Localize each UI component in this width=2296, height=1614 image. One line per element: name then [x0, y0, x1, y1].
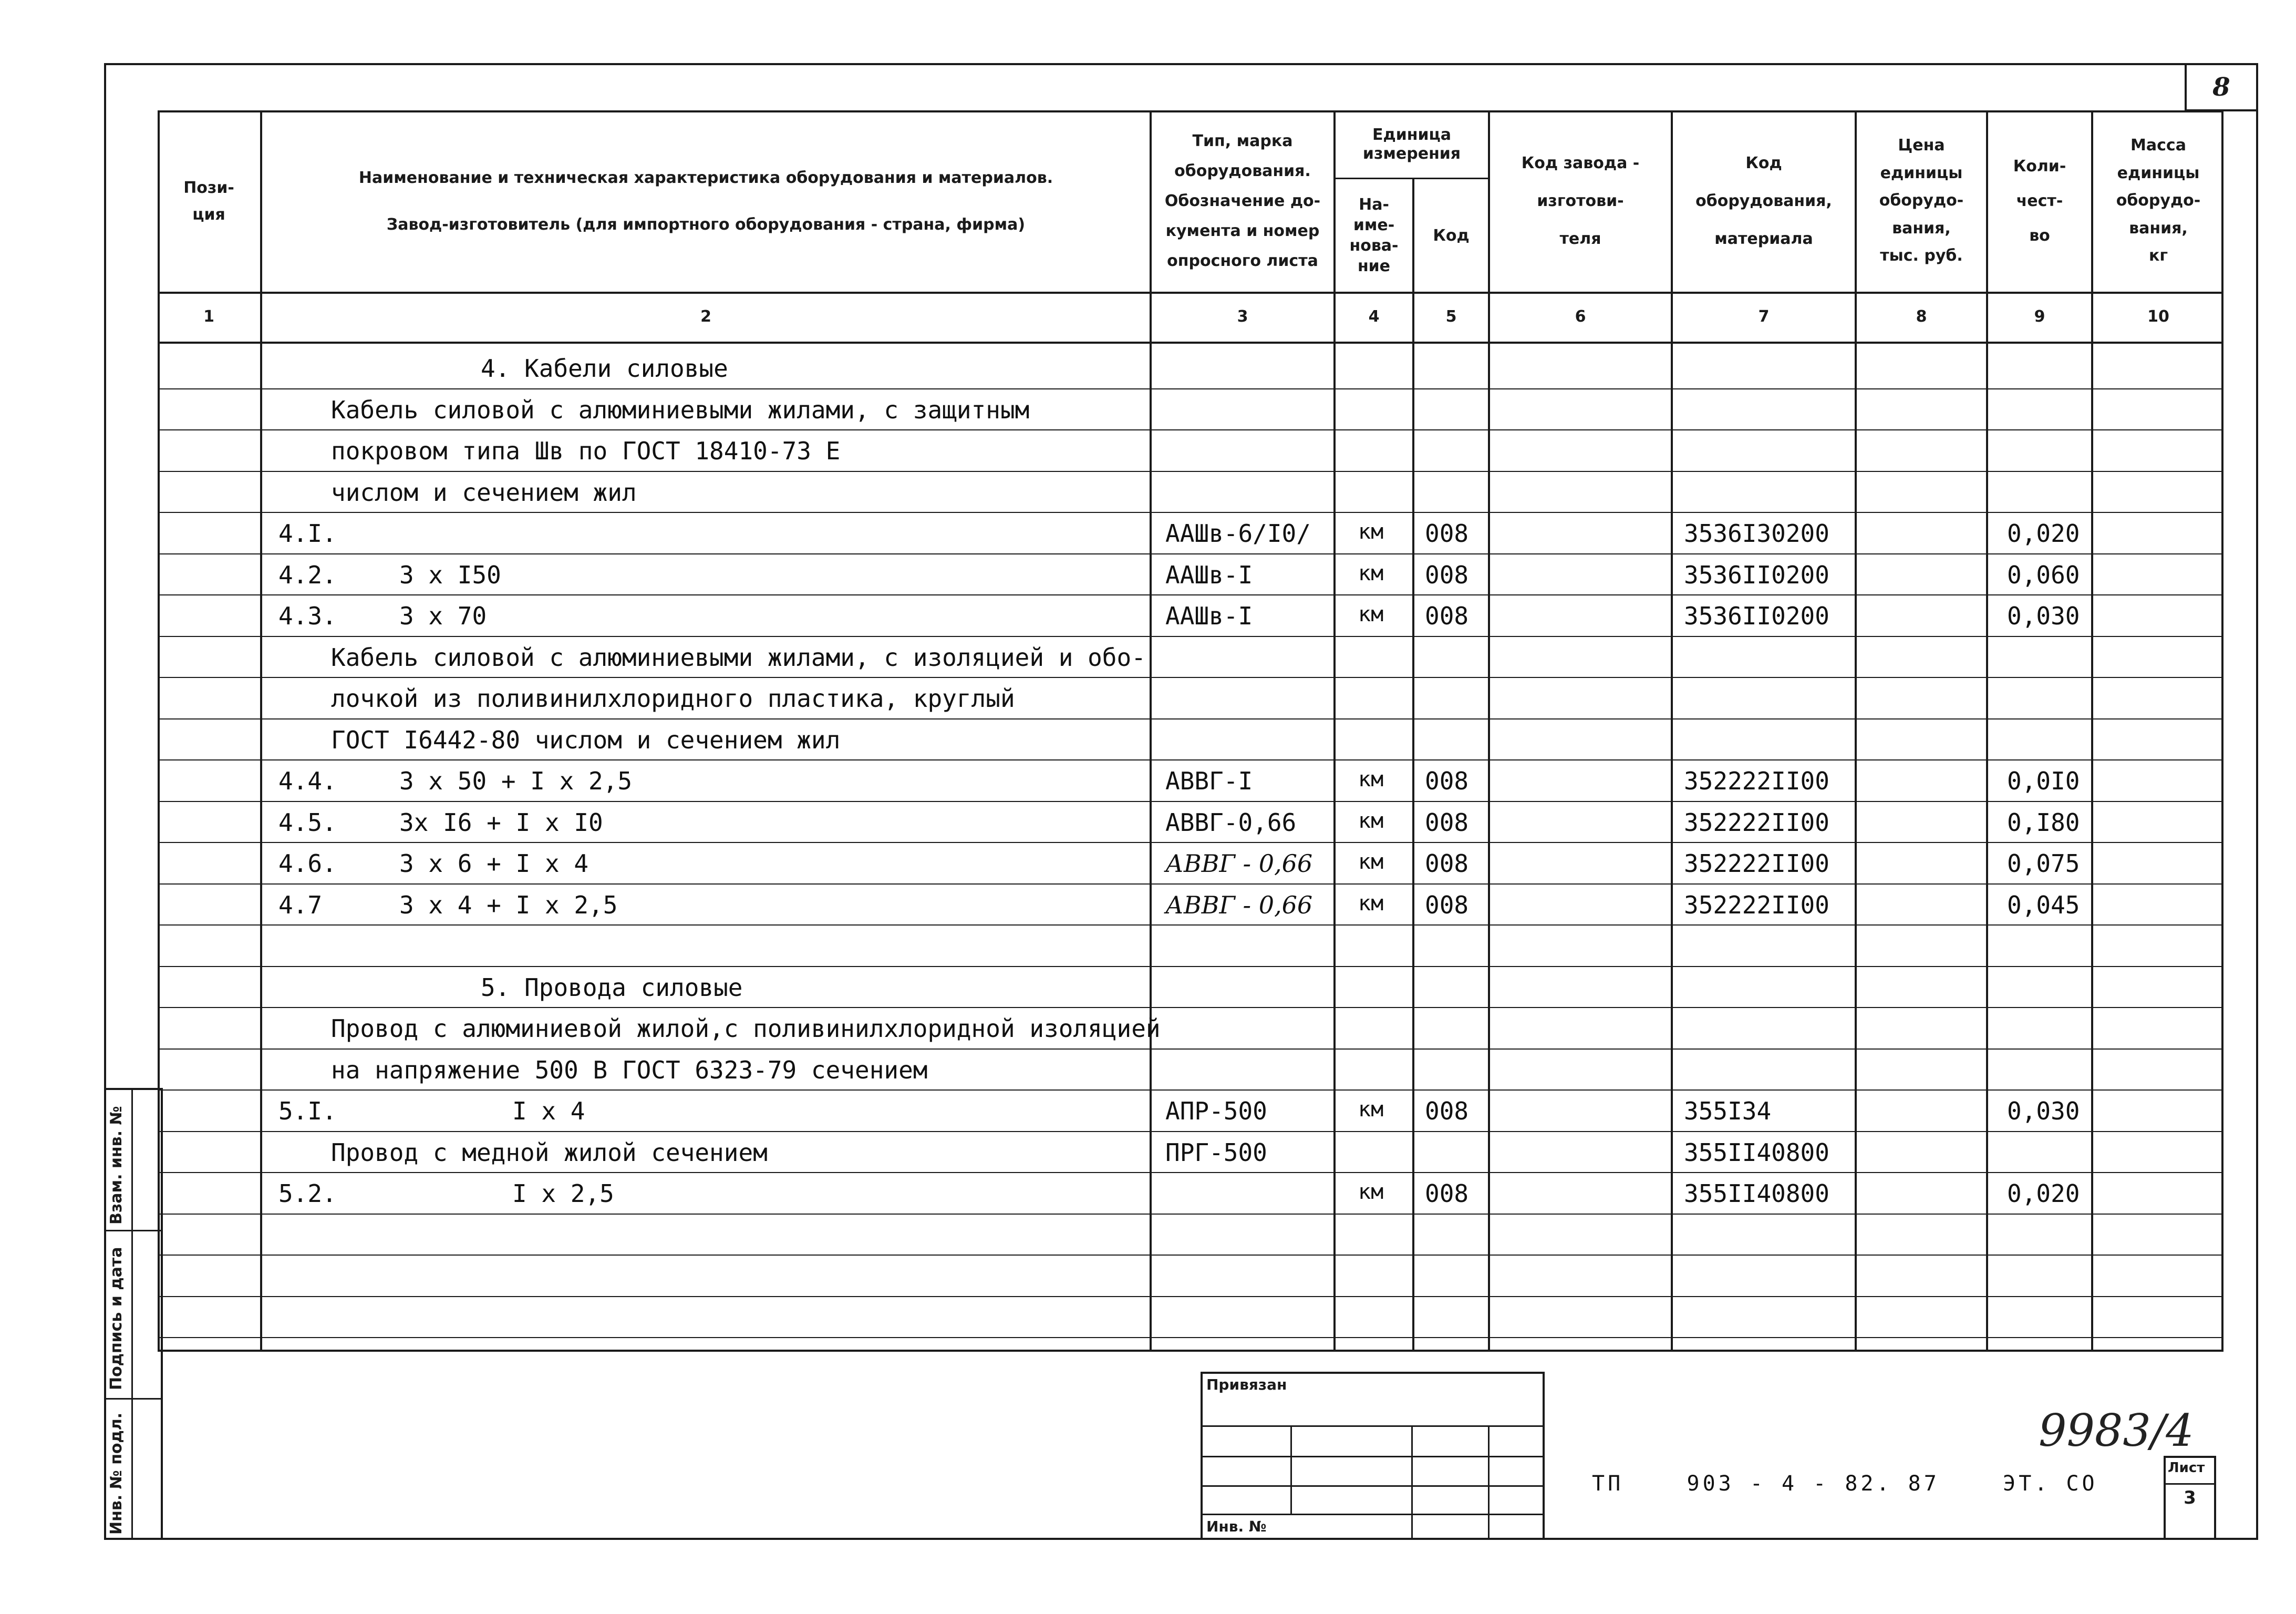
row-unit-code: 008 — [1425, 808, 1469, 837]
side-label-signature: Подпись и дата — [107, 1247, 126, 1390]
side-label-replace: Взам. инв. № — [107, 1106, 126, 1225]
row-name: ГОСТ I6442-80 числом и сечением жил — [331, 726, 841, 754]
row-position: 4.6. — [278, 849, 337, 878]
row-name: 3x I6 + I x I0 — [399, 808, 603, 837]
row-position: 4.I. — [278, 519, 337, 548]
header-position: Пози- ция — [183, 178, 234, 224]
row-type: АВВГ - 0,66 — [1165, 849, 1313, 878]
row-equipment-code: 355II40800 — [1684, 1138, 1829, 1167]
row-unit-code: 008 — [1425, 519, 1469, 548]
header-type: Тип, марка оборудования. Обозначение до- кумента и номер опросного листа — [1164, 132, 1321, 270]
header-name — [262, 110, 1150, 292]
row-name: лочкой из поливинилхлоридного пластика, круглый — [331, 684, 1015, 713]
row-unit-code: 008 — [1425, 849, 1469, 878]
header-quantity: Коли- чест- во — [2013, 157, 2066, 245]
header-equipment-code: Код оборудования, материала — [1695, 153, 1832, 248]
row-name: I x 4 — [512, 1097, 585, 1125]
row-unit: км — [1358, 891, 1384, 916]
row-type: АПР-500 — [1165, 1097, 1267, 1125]
row-unit-code: 008 — [1425, 1179, 1469, 1208]
column-number: 10 — [2147, 307, 2169, 326]
row-quantity: 0,075 — [2007, 849, 2080, 878]
row-unit: км — [1358, 561, 1384, 585]
row-equipment-code: 3536II0200 — [1684, 561, 1829, 589]
row-unit-code: 008 — [1425, 561, 1469, 589]
row-quantity: 0,020 — [2007, 1179, 2080, 1208]
header-plant-code: Код завода - изготови- теля — [1521, 153, 1640, 248]
column-number: 4 — [1368, 307, 1380, 326]
header-unit-group: Единица измерения — [1362, 126, 1461, 163]
row-name: Кабель силовой с алюминиевыми жилами, с изоляцией и обо- — [331, 643, 1146, 672]
row-quantity: 0,0I0 — [2007, 767, 2080, 795]
stamp-bound-label: Привязан — [1206, 1376, 1287, 1393]
row-type: ААШв-I — [1165, 561, 1253, 589]
row-equipment-code: 355I34 — [1684, 1097, 1772, 1125]
header-name-line1: Наименование и техническая характеристика оборудования и материалов. — [358, 168, 1053, 187]
row-name: 3 x 4 + I x 2,5 — [399, 891, 618, 919]
header-name-line2: Завод-изготовитель (для импортного оборудования - страна, фирма) — [386, 215, 1026, 234]
row-quantity: 0,I80 — [2007, 808, 2080, 837]
column-number: 8 — [1916, 307, 1927, 326]
row-equipment-code: 355II40800 — [1684, 1179, 1829, 1208]
column-number: 2 — [700, 307, 711, 326]
row-position: 4.7 — [278, 891, 323, 919]
header-unit-name: На- име- нова- ние — [1349, 196, 1399, 275]
row-unit: км — [1358, 850, 1384, 874]
column-number: 6 — [1575, 307, 1586, 326]
sheet-label: Лист — [2168, 1460, 2205, 1476]
row-name: Провод с алюминиевой жилой,с поливинилхлоридной изоляцией — [331, 1014, 1161, 1043]
row-name: 4. Кабели силовые — [481, 354, 728, 383]
row-type: АВВГ-0,66 — [1165, 808, 1297, 837]
row-unit: км — [1358, 602, 1384, 626]
column-number: 9 — [2034, 307, 2045, 326]
side-label-inventory: Инв. № подл. — [107, 1412, 126, 1535]
row-position: 4.2. — [278, 561, 337, 589]
row-name: покровом типа Шв по ГОСТ 18410-73 Е — [331, 437, 841, 465]
row-name: 5. Провода силовые — [481, 973, 743, 1002]
row-quantity: 0,020 — [2007, 519, 2080, 548]
row-equipment-code: 352222II00 — [1684, 808, 1829, 837]
row-name: 3 x I50 — [399, 561, 501, 589]
handwritten-signature-number: 9983/4 — [2039, 1405, 2194, 1456]
column-number: 7 — [1758, 307, 1770, 326]
row-type: ПРГ-500 — [1165, 1138, 1267, 1167]
row-unit-code: 008 — [1425, 891, 1469, 919]
header-mass: Масса единицы оборудо- вания, кг — [2116, 136, 2201, 265]
row-quantity: 0,045 — [2007, 891, 2080, 919]
corner-sheet-number: 8 — [2212, 73, 2230, 102]
row-name: 3 x 50 + I x 2,5 — [399, 767, 633, 795]
row-equipment-code: 3536I30200 — [1684, 519, 1829, 548]
row-type: АВВГ - 0,66 — [1165, 891, 1313, 919]
row-equipment-code: 3536II0200 — [1684, 602, 1829, 630]
row-name: числом и сечением жил — [331, 478, 637, 507]
row-name: на напряжение 500 В ГОСТ 6323-79 сечением — [331, 1056, 928, 1084]
row-unit: км — [1358, 1097, 1384, 1122]
row-type: ААШв-6/I0/ — [1165, 519, 1311, 548]
row-position: 4.4. — [278, 767, 337, 795]
row-name: Кабель силовой с алюминиевыми жилами, с защитным — [331, 396, 1030, 424]
row-equipment-code: 352222II00 — [1684, 891, 1829, 919]
row-position: 4.5. — [278, 808, 337, 837]
row-position: 4.3. — [278, 602, 337, 630]
header-unit-code: Код — [1433, 226, 1470, 245]
row-position: 5.2. — [278, 1179, 337, 1208]
column-number: 5 — [1445, 307, 1457, 326]
sheet-number: 3 — [2184, 1487, 2196, 1508]
row-unit: км — [1358, 1180, 1384, 1204]
row-unit-code: 008 — [1425, 1097, 1469, 1125]
header-price: Цена единицы оборудо- вания, тыс. руб. — [1879, 136, 1964, 265]
row-quantity: 0,030 — [2007, 1097, 2080, 1125]
row-name: Провод с медной жилой сечением — [331, 1138, 768, 1167]
row-name: 3 x 70 — [399, 602, 487, 630]
row-unit-code: 008 — [1425, 602, 1469, 630]
row-position: 5.I. — [278, 1097, 337, 1125]
row-type: АВВГ-I — [1165, 767, 1253, 795]
row-unit: км — [1358, 809, 1384, 833]
row-name: I x 2,5 — [512, 1179, 614, 1208]
column-number: 3 — [1237, 307, 1248, 326]
row-equipment-code: 352222II00 — [1684, 849, 1829, 878]
column-number: 1 — [203, 307, 214, 326]
row-quantity: 0,060 — [2007, 561, 2080, 589]
row-unit: км — [1358, 520, 1384, 544]
row-unit-code: 008 — [1425, 767, 1469, 795]
row-equipment-code: 352222II00 — [1684, 767, 1829, 795]
row-name: 3 x 6 + I x 4 — [399, 849, 589, 878]
drawing-code: ТП 903 - 4 - 82. 87 ЭТ. СО — [1592, 1472, 2098, 1496]
row-quantity: 0,030 — [2007, 602, 2080, 630]
row-unit: км — [1358, 767, 1384, 791]
row-type: ААШв-I — [1165, 602, 1253, 630]
stamp-inv-label: Инв. № — [1206, 1518, 1267, 1535]
